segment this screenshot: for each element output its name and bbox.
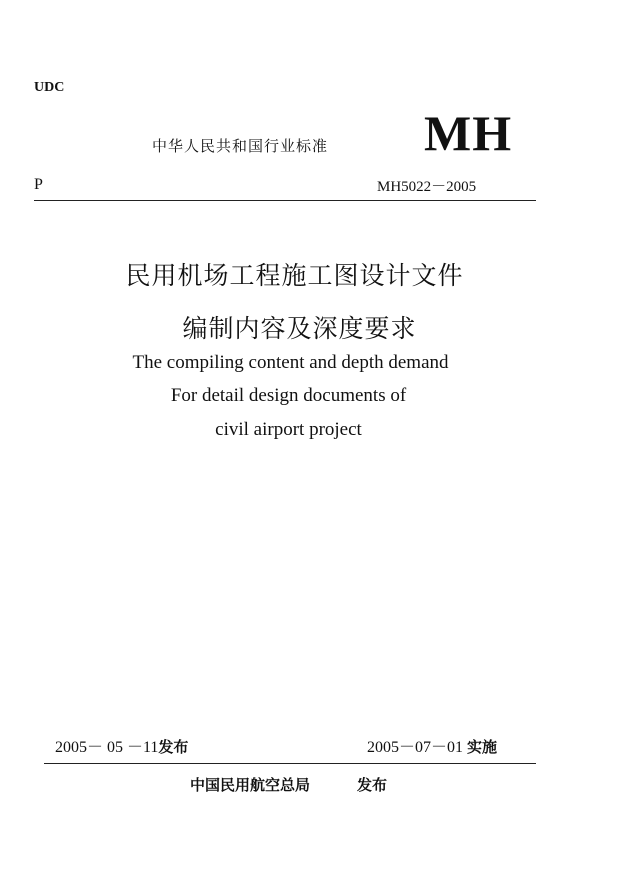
industry-standard-label: 中华人民共和国行业标准 [152,137,329,155]
effective-label: 实施 [467,738,498,756]
classification-label: P [34,176,43,193]
english-title-line-2: For detail design documents of [170,385,407,406]
udc-label: UDC [34,80,65,95]
english-title-line-3: civil airport project [215,419,362,440]
effective-date: 2005－07－01 [367,739,464,756]
footer-divider [44,763,536,764]
issuer-action-label: 发布 [357,776,388,794]
chinese-title-line-1: 民用机场工程施工图设计文件 [125,261,464,290]
publish-date: 2005－ 05 －11 [55,739,159,756]
english-title-line-1: The compiling content and depth demand [132,352,449,373]
chinese-title-line-2: 编制内容及深度要求 [182,314,417,343]
effective-date-block [367,734,497,757]
publish-label: 发布 [158,738,189,756]
standard-number: MH5022－2005 [377,179,477,195]
header-divider [34,200,536,201]
standard-code-logo: MH [424,105,513,161]
issuer-name: 中国民用航空总局 [190,776,311,794]
publish-date-block [55,734,188,757]
